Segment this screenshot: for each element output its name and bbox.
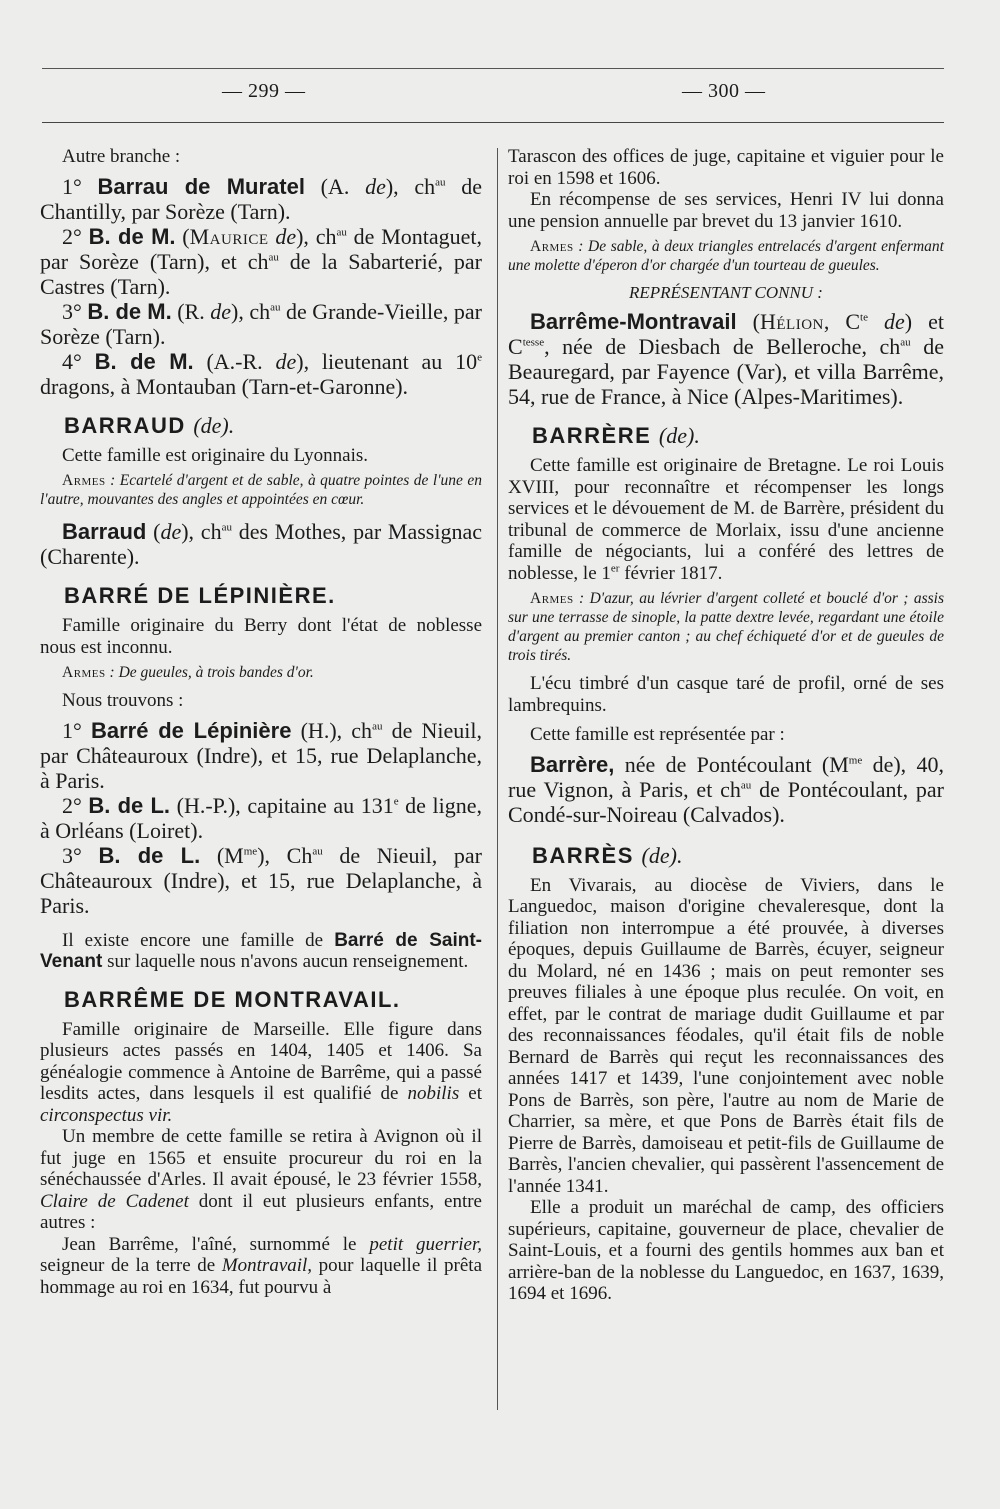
entry-barre-de-lepiniere-h: 1° Barré de Lépinière (H.), $ch^{au}$ de Nieuil, par Châteauroux (Indre), et 15, rue Delaplanche, à Paris. <box>40 717 483 793</box>
heading-barreme-de-montravail: BARRÊME DE MONTRAVAIL. <box>64 986 401 1012</box>
heading-barre-de-lepiniere: BARRÉ DE LÉPINIÈRE. <box>64 583 336 608</box>
nous-trouvons: Nous trouvons : <box>62 690 184 711</box>
entry-b-de-l-mme: 3° B. de L. $(M^{me})$, $Ch^{au}$ de Nieuil, par Châteauroux (Indre), et 15, rue Delaplanche, à Paris. <box>40 842 483 918</box>
entry-b-de-l-hp: 2° B. de L. (H.-P.), capitaine au 131e de ligne, à Orléans (Loiret). <box>40 792 483 843</box>
entry-b-de-m-maurice: 2° B. de M. (Maurice de), $ch^{au}$ de Montaguet, par Sorèze (Tarn), et $ch^{au}$ de la Sabarterié, par Castres (Tarn). <box>40 223 483 299</box>
entry-barrau-de-muratel: 1° Barrau de Muratel (A. de), $ch^{au}$ de Chantilly, par Sorèze (Tarn). <box>40 173 483 224</box>
autre-branche: Autre branche : <box>62 146 181 167</box>
heading-barrere: BARRÈRE (de). <box>532 423 700 448</box>
heading-barres: BARRÈS (de). <box>532 842 683 868</box>
armes-barre: Armes : De gueules, à trois bandes d'or. <box>62 664 314 681</box>
right-column <box>508 146 944 1305</box>
top-rule <box>42 68 944 69</box>
barraud-origin: Cette famille est originaire du Lyonnais. <box>62 444 369 466</box>
entry-barreme-montravail: Barrême-Montravail (Hélion, $C^{te}$ de) et $C^{tesse}$, née de Diesbach de Belleroche, $ch^{au}$ de Beauregard, par Fayence (Var), et villa Barrême, 54, rue de France, à Nice (Alpes-Maritimes). <box>508 309 944 409</box>
entry-barrere-pontecoulant: Barrère, née de Pontécoulant ($M^{me}$ de), 40, rue Vignon, à Paris, et $ch^{au}$ de Pontécoulant, par Condé-sur-Noireau (Calvados). <box>508 751 944 827</box>
barres-paragraph-1: En Vivarais, au diocèse de Viviers, dans le Languedoc, maison d'origine chevaleresque, dont la filiation non interrompue a été prouvée, à diverses époques, depuis Guillaume de Barrès, écuyer, seigneur du Molard, né en 1436 ; mais on peut remonter ses preuves filiales à une époque plus reculée. On voit, en effet, par le contrat de mariage dudit Guillaume et par des reconnaissances féodales, qu'il était fils de noble Bernard de Barrès qui reçut les reconnaissances des années 1417 et 1439, l'une conjointement avec noble Pons de Barrès, son père, l'autre au nom de Marie de Charrier, sa mère, et que Pons de Barrès était fils de Pierre de Barrès, damoiseau et petit-fils de Guillaume de Barrès, l'ancien chevalier, qui passèrent l'assencement de l'année 1341. <box>508 874 944 1197</box>
barrere-origin: Cette famille est originaire de Bretagne. Le roi Louis XVIII, pour reconnaître et récompenser les longs services et le dévouement de M. de Barrère, président du tribunal de commerce de Morlaix, issu d'une ancienne famille de négociants, lui a conféré des lettres de noblesse, le 1er février 1817. <box>508 455 944 584</box>
entry-b-de-m-ar: 4° B. de M. (A.-R. de), lieutenant au 10e dragons, à Montauban (Tarn-et-Garonne). <box>40 348 482 399</box>
armes-barrere: Armes : D'azur, au lévrier d'argent colleté et bouclé d'or ; assis sur une terrasse de sinople, la patte dextre levée, regardant une étoile d'argent au premier canton ; au chef échiqueté d'or et de gueules de trois tirés. <box>508 590 944 664</box>
entry-barraud-mothes: Barraud (de), $ch^{au}$ des Mothes, par Massignac (Charente). <box>40 519 483 569</box>
left-column <box>40 146 482 1298</box>
header-rule <box>42 122 944 123</box>
barres-paragraph-2: Elle a produit un maréchal de camp, des officiers supérieurs, capitaine, gouverneur de place, chevalier de Saint-Louis, et a fourni des gentils hommes aux ban et arrière-ban de la noblesse du Languedoc, en 1637, 1639, 1694 et 1696. <box>508 1197 944 1304</box>
famille-representee: Cette famille est représentée par : <box>530 724 785 745</box>
recompense-paragraph: En récompense de ses services, Henri IV lui donna une pension annuelle par brevet du 13 janvier 1610. <box>508 189 944 232</box>
ecu-timbre: L'écu timbré d'un casque taré de profil, orné de ses lambrequins. <box>508 673 944 716</box>
barre-saint-venant-note: Il existe encore une famille de Barré de Saint-Venant sur laquelle nous n'avons aucun renseignement. <box>40 929 482 972</box>
tarascon-paragraph: Tarascon des offices de juge, capitaine et viguier pour le roi en 1598 et 1606. <box>508 146 944 189</box>
page-number-right: — 300 — <box>682 80 766 102</box>
armes-barraud: Armes : Ecartelé d'argent et de sable, à quatre pointes de l'une en l'autre, mouvantes des angles et appointées en cœur. <box>40 472 482 508</box>
barreme-paragraph-2: Un membre de cette famille se retira à Avignon où il fut juge en 1565 et ensuite procureur du roi en la sénéchaussée d'Arles. Il avait épousé, le 23 février 1558, Claire de Cadenet dont il eut plusieurs enfants, entre autres : <box>40 1126 482 1233</box>
barreme-paragraph-1: Famille originaire de Marseille. Elle figure dans plusieurs actes passés en 1404, 1405 et 1406. Sa généalogie commence à Antoine de Barrême, qui a passé lesdits actes, dans lesquels il est qualifié de nobilis et circonspectus vir. <box>40 1018 482 1126</box>
entry-b-de-m-r: 3° B. de M. (R. de), $ch^{au}$ de Grande-Vieille, par Sorèze (Tarn). <box>40 298 483 349</box>
column-divider <box>497 148 498 1410</box>
representant-connu: REPRÉSENTANT CONNU : <box>629 283 823 302</box>
barre-origin: Famille originaire du Berry dont l'état de noblesse nous est inconnu. <box>40 615 482 658</box>
heading-barraud: BARRAUD (de). <box>64 412 235 438</box>
armes-barreme: Armes : De sable, à deux triangles entrelacés d'argent enfermant une molette d'éperon d'or chargée d'un tourteau de gueules. <box>508 238 944 274</box>
page-number-left: — 299 — <box>222 80 306 102</box>
barreme-paragraph-3: Jean Barrême, l'aîné, surnommé le petit guerrier, seigneur de la terre de Montravail, pour laquelle il prêta hommage au roi en 1634, fut pourvu à <box>40 1233 483 1298</box>
